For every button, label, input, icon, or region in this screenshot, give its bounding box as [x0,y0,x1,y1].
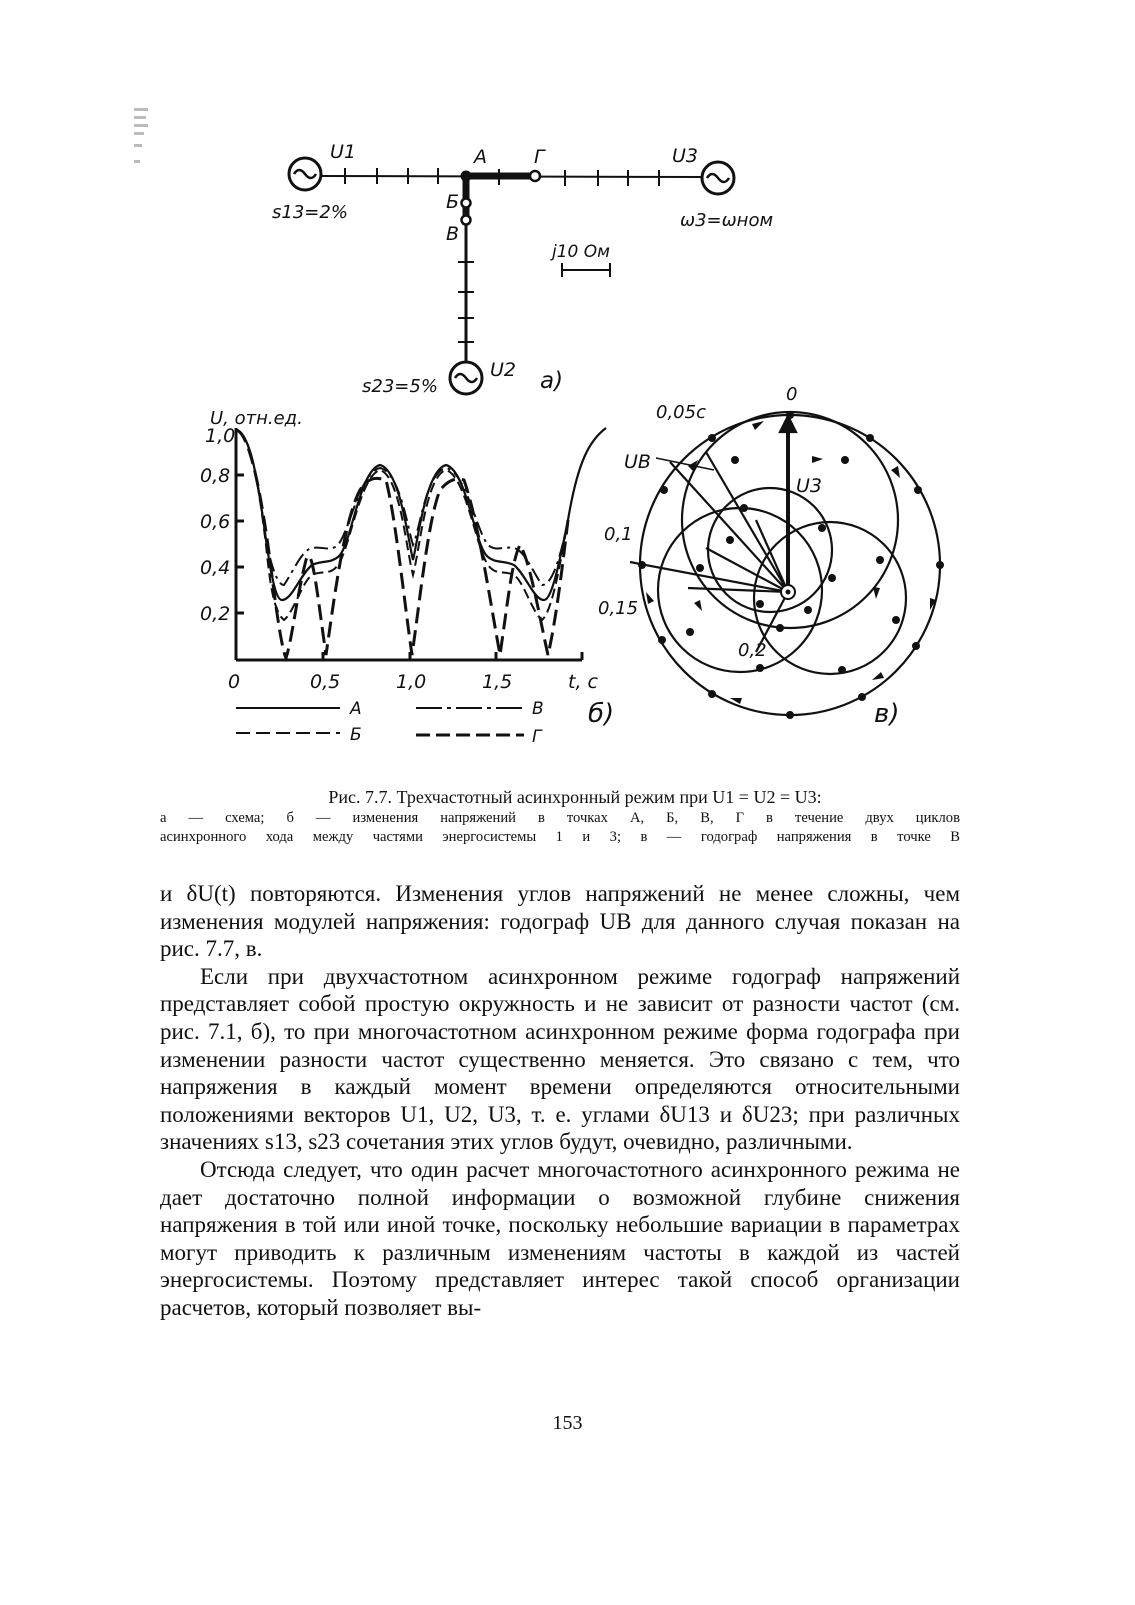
node-b-label: Б [446,191,460,213]
x-origin-label: 0 [228,671,241,693]
hodograph [598,384,944,729]
voltage-curves [236,428,606,658]
xtick-1-5: 1,5 [482,671,513,693]
time-label-0-2: 0,2 [738,640,767,661]
time-label-0-05: 0,05с [656,402,706,423]
xtick-0-5: 0,5 [310,671,341,693]
paragraph-2: Если при двухчастотном асинхронном режиме годограф напряжений представляет собой простую окружность и не зависит от разности частот (см. рис. 7.1, б), то при многочастотном асинхронном режиме форма годографа при изменении разности частот существенно меняется. Это связано с тем, что напряжения в каждый момент времени определяются относительными положениями векторов U1, U2, U3, т. е. углами δU13 и δU23; при различных значениях s13, s23 сочетания этих углов будут, очевидно, различными. [160,963,960,1155]
gen-u2-label: U2 [490,359,516,381]
page-number: 153 [552,1412,583,1434]
voltage-plot [200,408,614,747]
plot-labels [200,408,614,729]
paragraph-1: и δU(t) повторяются. Изменения углов напряжений не менее сложны, чем изменения модулей напряжения: годограф UВ для данного случая показан на рис. 7.7, в. [160,881,960,962]
time-label-0-1: 0,1 [604,524,633,545]
panel-a-label: а) [540,368,564,394]
hodograph-vectors [630,416,796,652]
node-a-label: А [474,146,487,168]
gen-u1-label: U1 [330,141,356,163]
scale-label: j10 Ом [552,242,610,262]
node-v-label: В [446,223,460,245]
s23-label: s23=5% [362,376,438,397]
ub-vector-label: UВ [624,451,651,473]
curve-b [236,430,568,620]
x-axis-title: t, с [568,671,598,693]
plot-legend [236,708,524,735]
u3-vector-label: U3 [796,475,822,497]
hodograph-arrows [646,421,936,704]
ytick-0-4: 0,4 [200,557,231,579]
xtick-1-0: 1,0 [396,671,427,693]
scan-artifact [134,108,148,163]
hodograph-loop-3 [754,522,906,674]
legend-label-b: Б [350,725,362,745]
ytick-1-0: 1,0 [205,425,236,447]
figure-caption [160,786,960,847]
gen-u3-label: U3 [672,145,698,167]
figure-7-7 [0,0,1135,780]
curve-g [236,430,568,658]
legend-label-g: Г [532,727,542,747]
legend-label-a: А [350,699,362,719]
ytick-0-6: 0,6 [200,511,231,533]
hodograph-labels [598,384,899,729]
s13-label: s13=2% [272,202,348,223]
hodograph-zero-label: 0 [786,384,798,405]
y-axis-title: U, отн.ед. [210,408,303,429]
legend-label-v: В [532,699,544,719]
panel-v-label: в) [874,699,900,729]
paragraph-3: Отсюда следует, что один расчет многочастотного асинхронного режима не дает достаточно полной информации о возможной глубине снижения напряжения в той или иной точке, поскольку небольшие вариации в параметрах могут приводить к различным изменениям частоты в каждой из частей энергосистемы. Поэтому представляет интерес такой способ организации расчетов, который позволяет вы- [160,1156,960,1320]
caption-line-1: а — схема; б — изменения напряжений в точках А, Б, В, Г в течение двух циклов [160,810,960,826]
body-text [160,880,960,1322]
node-g-label: Г [534,146,545,168]
ytick-0-2: 0,2 [200,603,231,625]
omega3-label: ω3=ωном [680,210,774,231]
caption-line-2: асинхронного хода между частями энергосистемы 1 и 3; в — годограф напряжения в точке В [160,829,960,845]
curve-a [236,428,606,600]
ytick-0-8: 0,8 [200,465,231,487]
hodograph-lead-line [656,458,714,470]
time-label-0-15: 0,15 [598,598,639,619]
panel-b-label: б) [588,699,615,729]
caption-title: Рис. 7.7. Трехчастотный асинхронный режим при U1 = U2 = U3: [328,787,822,807]
